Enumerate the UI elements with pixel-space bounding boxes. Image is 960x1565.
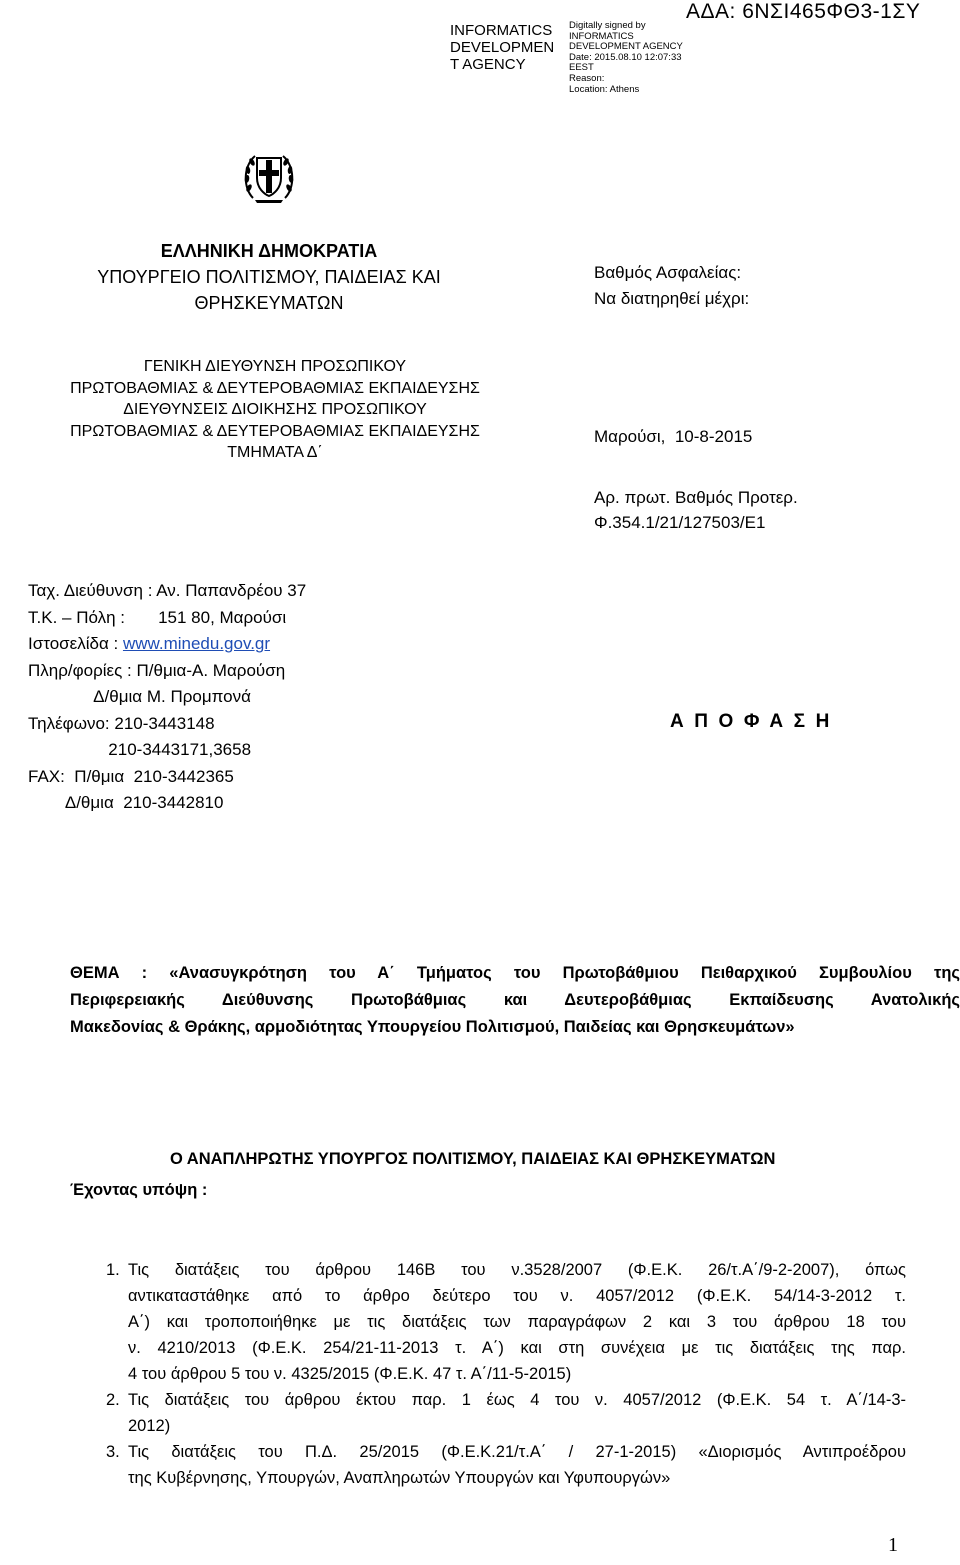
security-label: Βαθμός Ασφαλείας: <box>594 263 742 282</box>
having-regard: Έχοντας υπόψη : <box>70 1181 208 1199</box>
signature-reason: Reason: <box>569 72 605 84</box>
signer-line: T AGENCY <box>450 56 526 73</box>
postal-code: Τ.Κ. – Πόλη : 151 80, Μαρούσι <box>28 607 287 627</box>
protocol-number <box>594 485 798 535</box>
department-line: ΔΙΕΥΘΥΝΣΕΙΣ ΔΙΟΙΚΗΣΗΣ ΠΡΟΣΩΠΙΚΟΥ <box>123 401 427 418</box>
signature-line: Digitally signed by <box>569 20 646 31</box>
minister-title: Ο ΑΝΑΠΛΗΡΩΤΗΣ ΥΠΟΥΡΓΟΣ ΠΟΛΙΤΙΣΜΟΥ, ΠΑΙΔΕΙΑΣ ΚΑΙ ΘΡΗΣΚΕΥΜΑΤΩΝ <box>170 1150 776 1168</box>
department-line: ΠΡΩΤΟΒΑΘΜΙΑΣ & ΔΕΥΤΕΡΟΒΑΘΜΙΑΣ ΕΚΠΑΙΔΕΥΣΗΣ <box>70 422 480 440</box>
greek-coat-of-arms-icon <box>241 148 297 206</box>
protocol-label: Αρ. πρωτ. Βαθμός Προτερ. <box>594 488 798 507</box>
signature-details <box>569 21 709 95</box>
list-item <box>106 1387 906 1439</box>
list-item <box>106 1257 906 1387</box>
signer-line: INFORMATICS <box>450 22 553 39</box>
subject-line: ΘΕΜΑ : «Ανασυγκρότηση του Α΄ Τμήματος του Πρωτοβάθμιου Πειθαρχικού Συμβουλίου της <box>70 964 960 982</box>
signature-signer <box>450 22 568 73</box>
signer-line: DEVELOPMEN <box>450 39 555 56</box>
contact-details <box>28 578 306 817</box>
phone: 210-3443171,3658 <box>28 740 252 759</box>
item-line: Τις διατάξεις του άρθρου έκτου παρ. 1 έως 4 του ν. 4057/2012 (Φ.Ε.Κ. 54 τ. Α΄/14-3- <box>128 1391 906 1409</box>
info-contact: Δ/θμια Μ. Προμπονά <box>28 687 251 706</box>
fax: FAX: Π/θμια 210-3442365 <box>28 766 234 786</box>
website-label: Ιστοσελίδα : <box>28 634 123 653</box>
item-line: Α΄) και τροποποιήθηκε με τις διατάξεις των παραγράφων 2 και 3 του άρθρου 18 του <box>128 1313 906 1331</box>
item-line: 4 του άρθρου 5 του ν. 4325/2015 (Φ.Ε.Κ. 47 τ. Α΄/11-5-2015) <box>128 1365 572 1383</box>
ada-code: ΑΔΑ: 6ΝΣΙ465ΦΘ3-1ΣΥ <box>686 0 921 23</box>
department-line: ΠΡΩΤΟΒΑΘΜΙΑΣ & ΔΕΥΤΕΡΟΒΑΘΜΙΑΣ ΕΚΠΑΙΔΕΥΣΗΣ <box>70 379 480 397</box>
signature-line: EEST <box>569 62 594 74</box>
department-block <box>20 356 530 464</box>
item-number: 3. <box>106 1443 120 1461</box>
decision-title: Α Π Ο Φ Α Σ Η <box>670 711 830 732</box>
website-link[interactable]: www.minedu.gov.gr <box>122 634 271 653</box>
subject-line: Μακεδονίας & Θράκης, αρμοδιότητας Υπουργείου Πολιτισμού, Παιδείας και Θρησκευμάτων» <box>70 1018 795 1036</box>
postal-address: Ταχ. Διεύθυνση : Αν. Παπανδρέου 37 <box>28 581 307 600</box>
info-contact: Πληρ/φορίες : Π/θμια-Α. Μαρούση <box>28 660 286 680</box>
item-line: Τις διατάξεις του άρθρου 146Β του ν.3528/2007 (Φ.Ε.Κ. 26/τ.Α΄/9-2-2007), όπως <box>128 1261 906 1279</box>
ministry-header <box>60 238 478 316</box>
item-number: 2. <box>106 1391 120 1409</box>
ministry-name-cont: ΘΡΗΣΚΕΥΜΑΤΩΝ <box>194 293 344 313</box>
protocol-value: Φ.354.1/21/127503/Ε1 <box>594 513 766 532</box>
considerations-list <box>106 1257 906 1491</box>
fax: Δ/θμια 210-3442810 <box>28 793 224 812</box>
signature-line: INFORMATICS <box>569 30 634 42</box>
state-name: ΕΛΛΗΝΙΚΗ ΔΗΜΟΚΡΑΤΙΑ <box>160 241 378 261</box>
ministry-name: ΥΠΟΥΡΓΕΙΟ ΠΟΛΙΤΙΣΜΟΥ, ΠΑΙΔΕΙΑΣ ΚΑΙ <box>97 267 441 287</box>
department-line: ΓΕΝΙΚΗ ΔΙΕΥΘΥΝΣΗ ΠΡΟΣΩΠΙΚΟΥ <box>143 358 407 375</box>
item-number: 1. <box>106 1261 120 1279</box>
subject <box>70 960 960 1041</box>
date-place: Μαρούσι, 10-8-2015 <box>594 427 753 446</box>
item-line: ν. 4210/2013 (Φ.Ε.Κ. 254/21-11-2013 τ. Α΄) και στη συνέχεια με τις διατάξεις της παρ. <box>128 1339 906 1357</box>
signature-line: DEVELOPMENT AGENCY <box>569 41 683 53</box>
item-line: Τις διατάξεις του Π.Δ. 25/2015 (Φ.Ε.Κ.21/τ.Α΄ / 27-1-2015) «Διορισμός Αντιπροέδρου <box>128 1443 906 1461</box>
list-item <box>106 1439 906 1491</box>
signature-location: Location: Athens <box>569 83 640 95</box>
retention-label: Να διατηρηθεί μέχρι: <box>594 289 750 308</box>
phone: Τηλέφωνο: 210-3443148 <box>28 713 215 733</box>
page-number: 1 <box>888 1534 898 1556</box>
signature-date: Date: 2015.08.10 12:07:33 <box>569 51 682 63</box>
item-line: της Κυβέρνησης, Υπουργών, Αναπληρωτών Υπουργών και Υφυπουργών» <box>128 1469 671 1487</box>
website-row <box>28 631 306 658</box>
item-line: 2012) <box>128 1417 171 1435</box>
subject-line: Περιφερειακής Διεύθυνσης Πρωτοβάθμιας και Δευτεροβάθμιας Εκπαίδευσης Ανατολικής <box>70 991 960 1009</box>
department-line: ΤΜΗΜΑΤΑ Δ΄ <box>227 444 323 461</box>
security-level <box>594 260 749 312</box>
item-line: αντικαταστάθηκε από το άρθρο δεύτερο του ν. 4057/2012 (Φ.Ε.Κ. 54/14-3-2012 τ. <box>128 1287 906 1305</box>
